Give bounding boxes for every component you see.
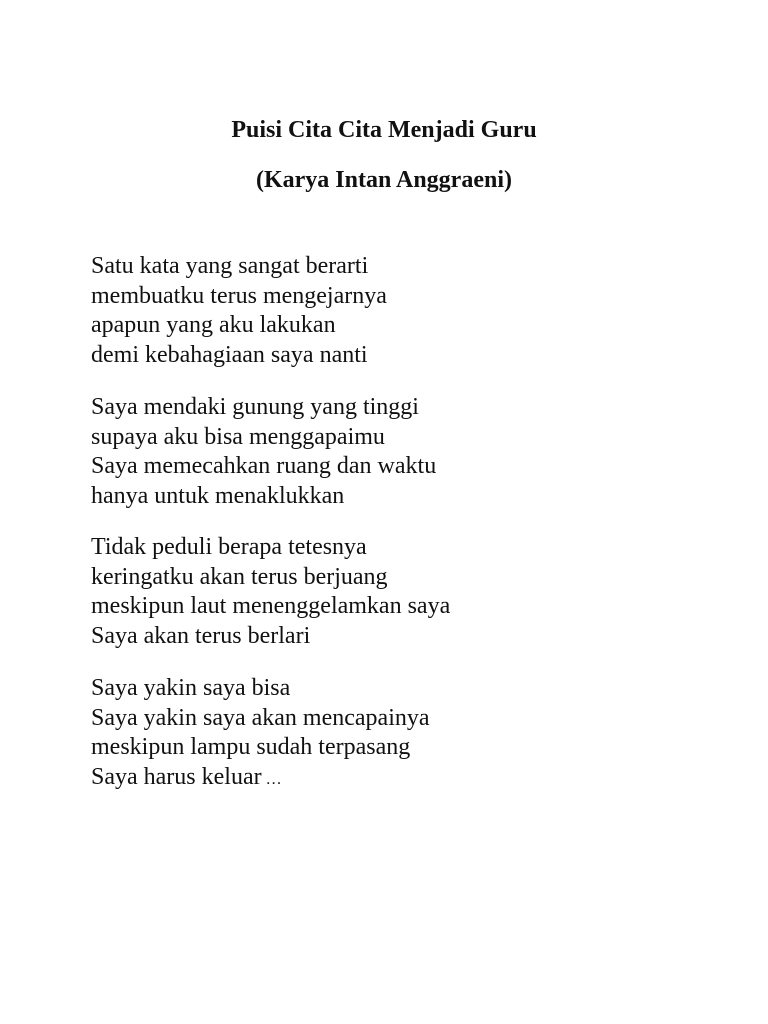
stanza-2	[91, 393, 436, 511]
poem-line: demi kebahagiaan saya nanti	[91, 341, 368, 368]
poem-line: hanya untuk menaklukkan	[91, 482, 345, 509]
poem-line: keringatku akan terus berjuang	[91, 563, 388, 590]
stanza-1	[91, 252, 387, 370]
stanza-3	[91, 533, 450, 651]
poem-author: (Karya Intan Anggraeni)	[255, 167, 512, 193]
poem-line: Saya akan terus berlari	[91, 622, 311, 649]
poem-line-last	[91, 763, 430, 795]
poem-line: meskipun lampu sudah terpasang	[91, 734, 411, 760]
poem-line: Saya yakin saya bisa	[91, 675, 291, 701]
ellipsis: …	[265, 770, 282, 788]
poem-line: apapun yang aku lakukan	[91, 312, 336, 338]
poem-line: membuatku terus mengejarnya	[91, 282, 387, 309]
stanza-4	[91, 674, 430, 794]
poem-line: Saya memecahkan ruang dan waktu	[91, 453, 437, 479]
poem-line-text: Saya harus keluar	[91, 763, 262, 790]
poem-line: Tidak peduli berapa tetesnya	[91, 534, 367, 560]
poem-line: Satu kata yang sangat berarti	[91, 253, 369, 279]
poem-line: Saya mendaki gunung yang tinggi	[91, 394, 419, 420]
poem-line: Saya yakin saya akan mencapainya	[91, 704, 430, 731]
poem-line: meskipun laut menenggelamkan saya	[91, 593, 451, 619]
poem-line: supaya aku bisa menggapaimu	[91, 423, 385, 450]
poem-title: Puisi Cita Cita Menjadi Guru	[231, 117, 537, 143]
